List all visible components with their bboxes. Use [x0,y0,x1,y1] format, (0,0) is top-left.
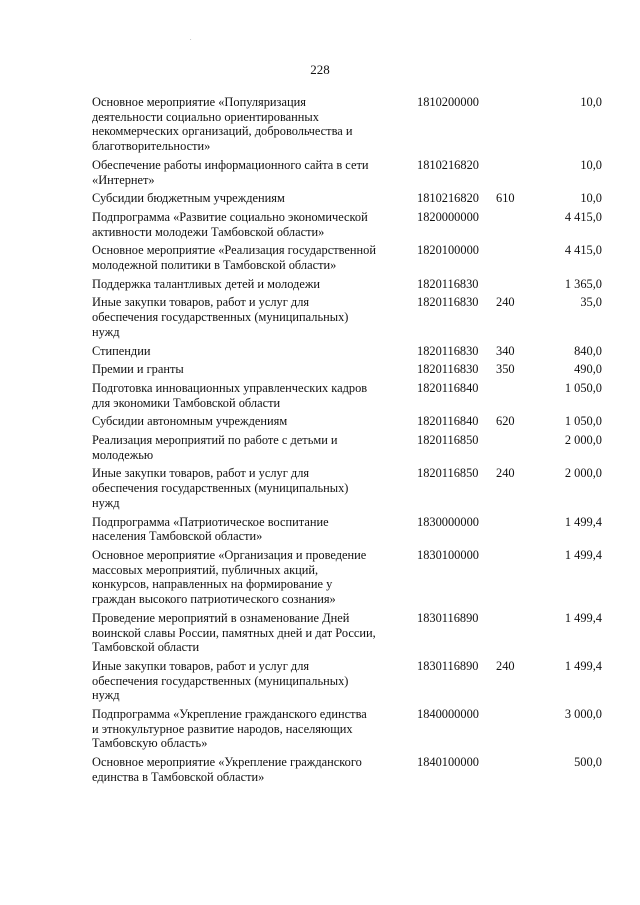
budget-table [92,95,604,789]
table-row [92,707,604,751]
table-row [92,659,604,703]
row-name: Иные закупки товаров, работ и услуг для обеспечения государственных (муниципальных) нужд [92,295,349,339]
row-type: 240 [496,658,515,673]
row-code: 1820116830 [417,362,479,377]
row-type: 240 [496,295,515,310]
row-type: 240 [496,466,515,481]
row-sum: 1 365,0 [564,276,602,291]
table-row [92,158,604,187]
row-sum: 10,0 [580,191,602,206]
row-name: Реализация мероприятий по работе с детьми и молодежью [92,433,338,462]
row-code: 1830116890 [417,658,479,673]
table-row [92,277,604,292]
table-row [92,611,604,655]
row-name: Подпрограмма «Укрепление гражданского единства и этнокультурное развитие народов, населяющих Тамбовскую область» [92,707,367,751]
row-code: 1820116850 [417,433,479,448]
row-name: Стипендии [92,343,151,358]
row-sum: 1 050,0 [564,380,602,395]
row-name: Подпрограмма «Патриотическое воспитание населения Тамбовской области» [92,514,329,544]
table-row [92,548,604,607]
row-sum: 35,0 [580,295,602,310]
row-code: 1820116830 [417,343,479,358]
row-sum: 1 499,4 [564,547,602,562]
row-code: 1820116830 [417,276,479,291]
table-row [92,344,604,359]
table-row [92,191,604,206]
row-name: Субсидии автономным учреждениям [92,414,288,429]
table-row [92,466,604,510]
row-code: 1820116840 [417,414,479,429]
table-row [92,362,604,377]
row-code: 1810216820 [417,157,479,172]
row-type: 340 [496,343,515,358]
row-code: 1840000000 [417,707,479,722]
row-sum: 10,0 [580,95,602,109]
table-row [92,433,604,462]
row-code: 1820116850 [417,466,479,481]
row-code: 1810216820 [417,191,479,206]
row-name: Иные закупки товаров, работ и услуг для обеспечения государственных (муниципальных) нужд [92,658,349,703]
row-type: 620 [496,414,515,429]
row-sum: 3 000,0 [564,707,602,722]
row-name: Основное мероприятие «Популяризация деятельности социально ориентированных некоммерческих организаций, добровольчества и благотворительности» [92,95,353,154]
table-row [92,515,604,544]
row-code: 1820000000 [417,209,479,224]
row-sum: 10,0 [580,157,602,172]
row-code: 1830000000 [417,514,479,529]
row-code: 1820116830 [417,295,479,310]
row-code: 1810200000 [417,95,479,109]
row-name: Основное мероприятие «Организация и проведение массовых мероприятий, публичных акций, конкурсов, направленных на формирование у граждан высокого патриотического сознания» [92,547,367,607]
row-name: Основное мероприятие «Укрепление гражданского единства в Тамбовской области» [92,755,362,784]
row-name: Премии и гранты [92,362,184,377]
row-sum: 4 415,0 [564,209,602,224]
row-name: Поддержка талантливых детей и молодежи [92,276,321,291]
row-sum: 840,0 [574,343,602,358]
table-row [92,414,604,429]
row-name: Обеспечение работы информационного сайта в сети «Интернет» [92,157,369,187]
row-code: 1840100000 [417,755,479,770]
row-sum: 490,0 [574,362,602,377]
row-name: Субсидии бюджетным учреждениям [92,191,285,206]
row-type: 610 [496,191,515,206]
table-row [92,755,604,784]
row-sum: 1 499,4 [564,658,602,673]
row-code: 1830100000 [417,547,479,562]
scan-mark: . [190,36,192,42]
row-code: 1820116840 [417,380,479,395]
table-row [92,210,604,239]
row-sum: 1 499,4 [564,514,602,529]
row-sum: 1 499,4 [564,610,602,625]
page-number: 228 [310,62,330,77]
table-row [92,95,604,154]
row-sum: 4 415,0 [564,243,602,258]
row-name: Подготовка инновационных управленческих кадров для экономики Тамбовской области [92,380,368,410]
row-sum: 500,0 [574,755,602,770]
table-row [92,381,604,410]
row-name: Проведение мероприятий в ознаменование Дней воинской славы России, памятных дней и дат России, Тамбовской области [92,610,376,655]
row-name: Подпрограмма «Развитие социально экономической активности молодежи Тамбовской области» [92,209,368,239]
row-code: 1820100000 [417,243,479,258]
row-sum: 2 000,0 [564,433,602,448]
row-type: 350 [496,362,515,377]
table-row [92,243,604,272]
row-sum: 2 000,0 [564,466,602,481]
row-name: Иные закупки товаров, работ и услуг для обеспечения государственных (муниципальных) нужд [92,466,349,510]
table-row [92,295,604,339]
row-sum: 1 050,0 [564,414,602,429]
row-name: Основное мероприятие «Реализация государственной молодежной политики в Тамбовской области» [92,243,376,273]
row-code: 1830116890 [417,610,479,625]
